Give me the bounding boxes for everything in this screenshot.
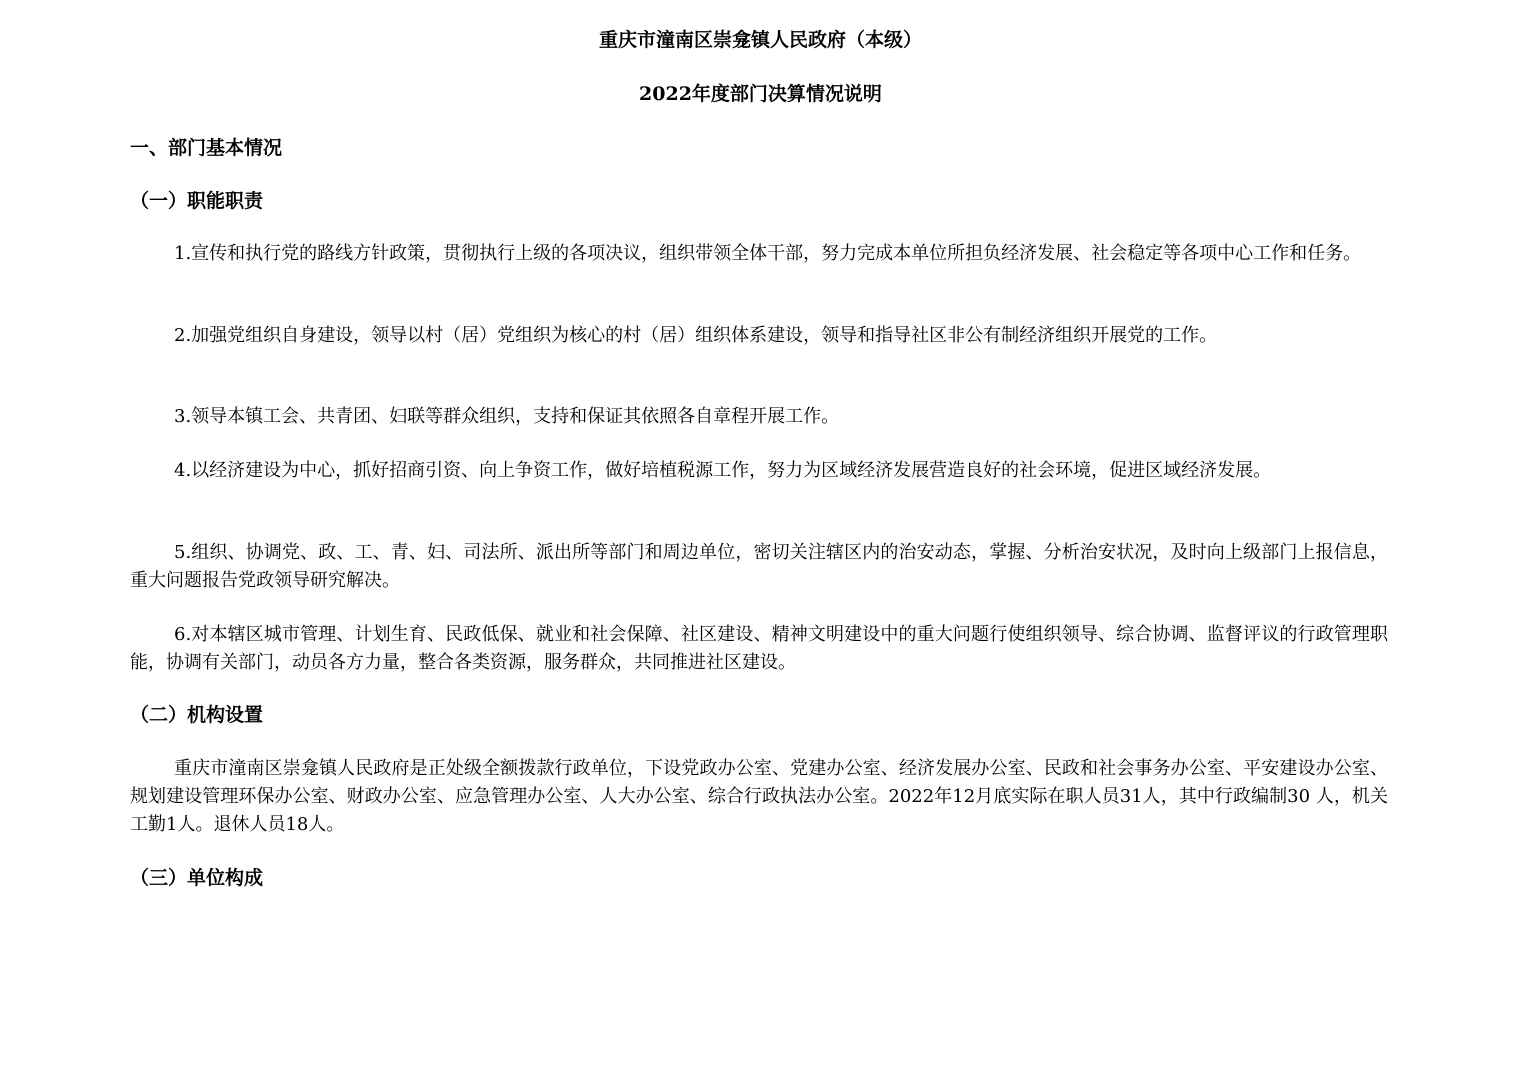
duty-item-6: 6.对本辖区城市管理、计划生育、民政低保、就业和社会保障、社区建设、精神文明建设中的重大问题行使组织领导、综合协调、监督评议的行政管理职能，协调有关部门，动员各方力量，整合各类资源，服务群众，共同推进社区建设。 — [130, 624, 1388, 673]
subsection-heading-organization: （二）机构设置 — [130, 704, 264, 726]
subsection-heading-duties: （一）职能职责 — [130, 190, 264, 212]
duty-item-1: 1.宣传和执行党的路线方针政策，贯彻执行上级的各项决议，组织带领全体干部，努力完成本单位所担负经济发展、社会稳定等各项中心工作和任务。 — [174, 243, 1362, 264]
subsection-heading-unit-composition: （三）单位构成 — [130, 867, 264, 889]
document-title-line2: 2022年度部门决算情况说明 — [639, 83, 882, 105]
duty-item-5: 5.组织、协调党、政、工、青、妇、司法所、派出所等部门和周边单位，密切关注辖区内的治安动态，掌握、分析治安状况，及时向上级部门上报信息，重大问题报告党政领导研究解决。 — [130, 542, 1388, 591]
organization-paragraph: 重庆市潼南区崇龛镇人民政府是正处级全额拨款行政单位，下设党政办公室、党建办公室、经济发展办公室、民政和社会事务办公室、平安建设办公室、规划建设管理环保办公室、财政办公室、应急管理办公室、人大办公室、综合行政执法办公室。2022年12月底实际在职人员31人，其中行政编制30 人，机关工勤1人。退休人员18人。 — [130, 758, 1388, 835]
duty-item-4: 4.以经济建设为中心，抓好招商引资、向上争资工作，做好培植税源工作，努力为区域经济发展营造良好的社会环境，促进区域经济发展。 — [174, 460, 1272, 481]
document-title-line1: 重庆市潼南区崇龛镇人民政府（本级） — [598, 29, 922, 51]
duty-item-3: 3.领导本镇工会、共青团、妇联等群众组织，支持和保证其依照各自章程开展工作。 — [174, 406, 840, 427]
section-heading-basic-info: 一、部门基本情况 — [130, 137, 283, 159]
duty-item-2: 2.加强党组织自身建设，领导以村（居）党组织为核心的村（居）组织体系建设，领导和指导社区非公有制经济组织开展党的工作。 — [174, 325, 1218, 346]
